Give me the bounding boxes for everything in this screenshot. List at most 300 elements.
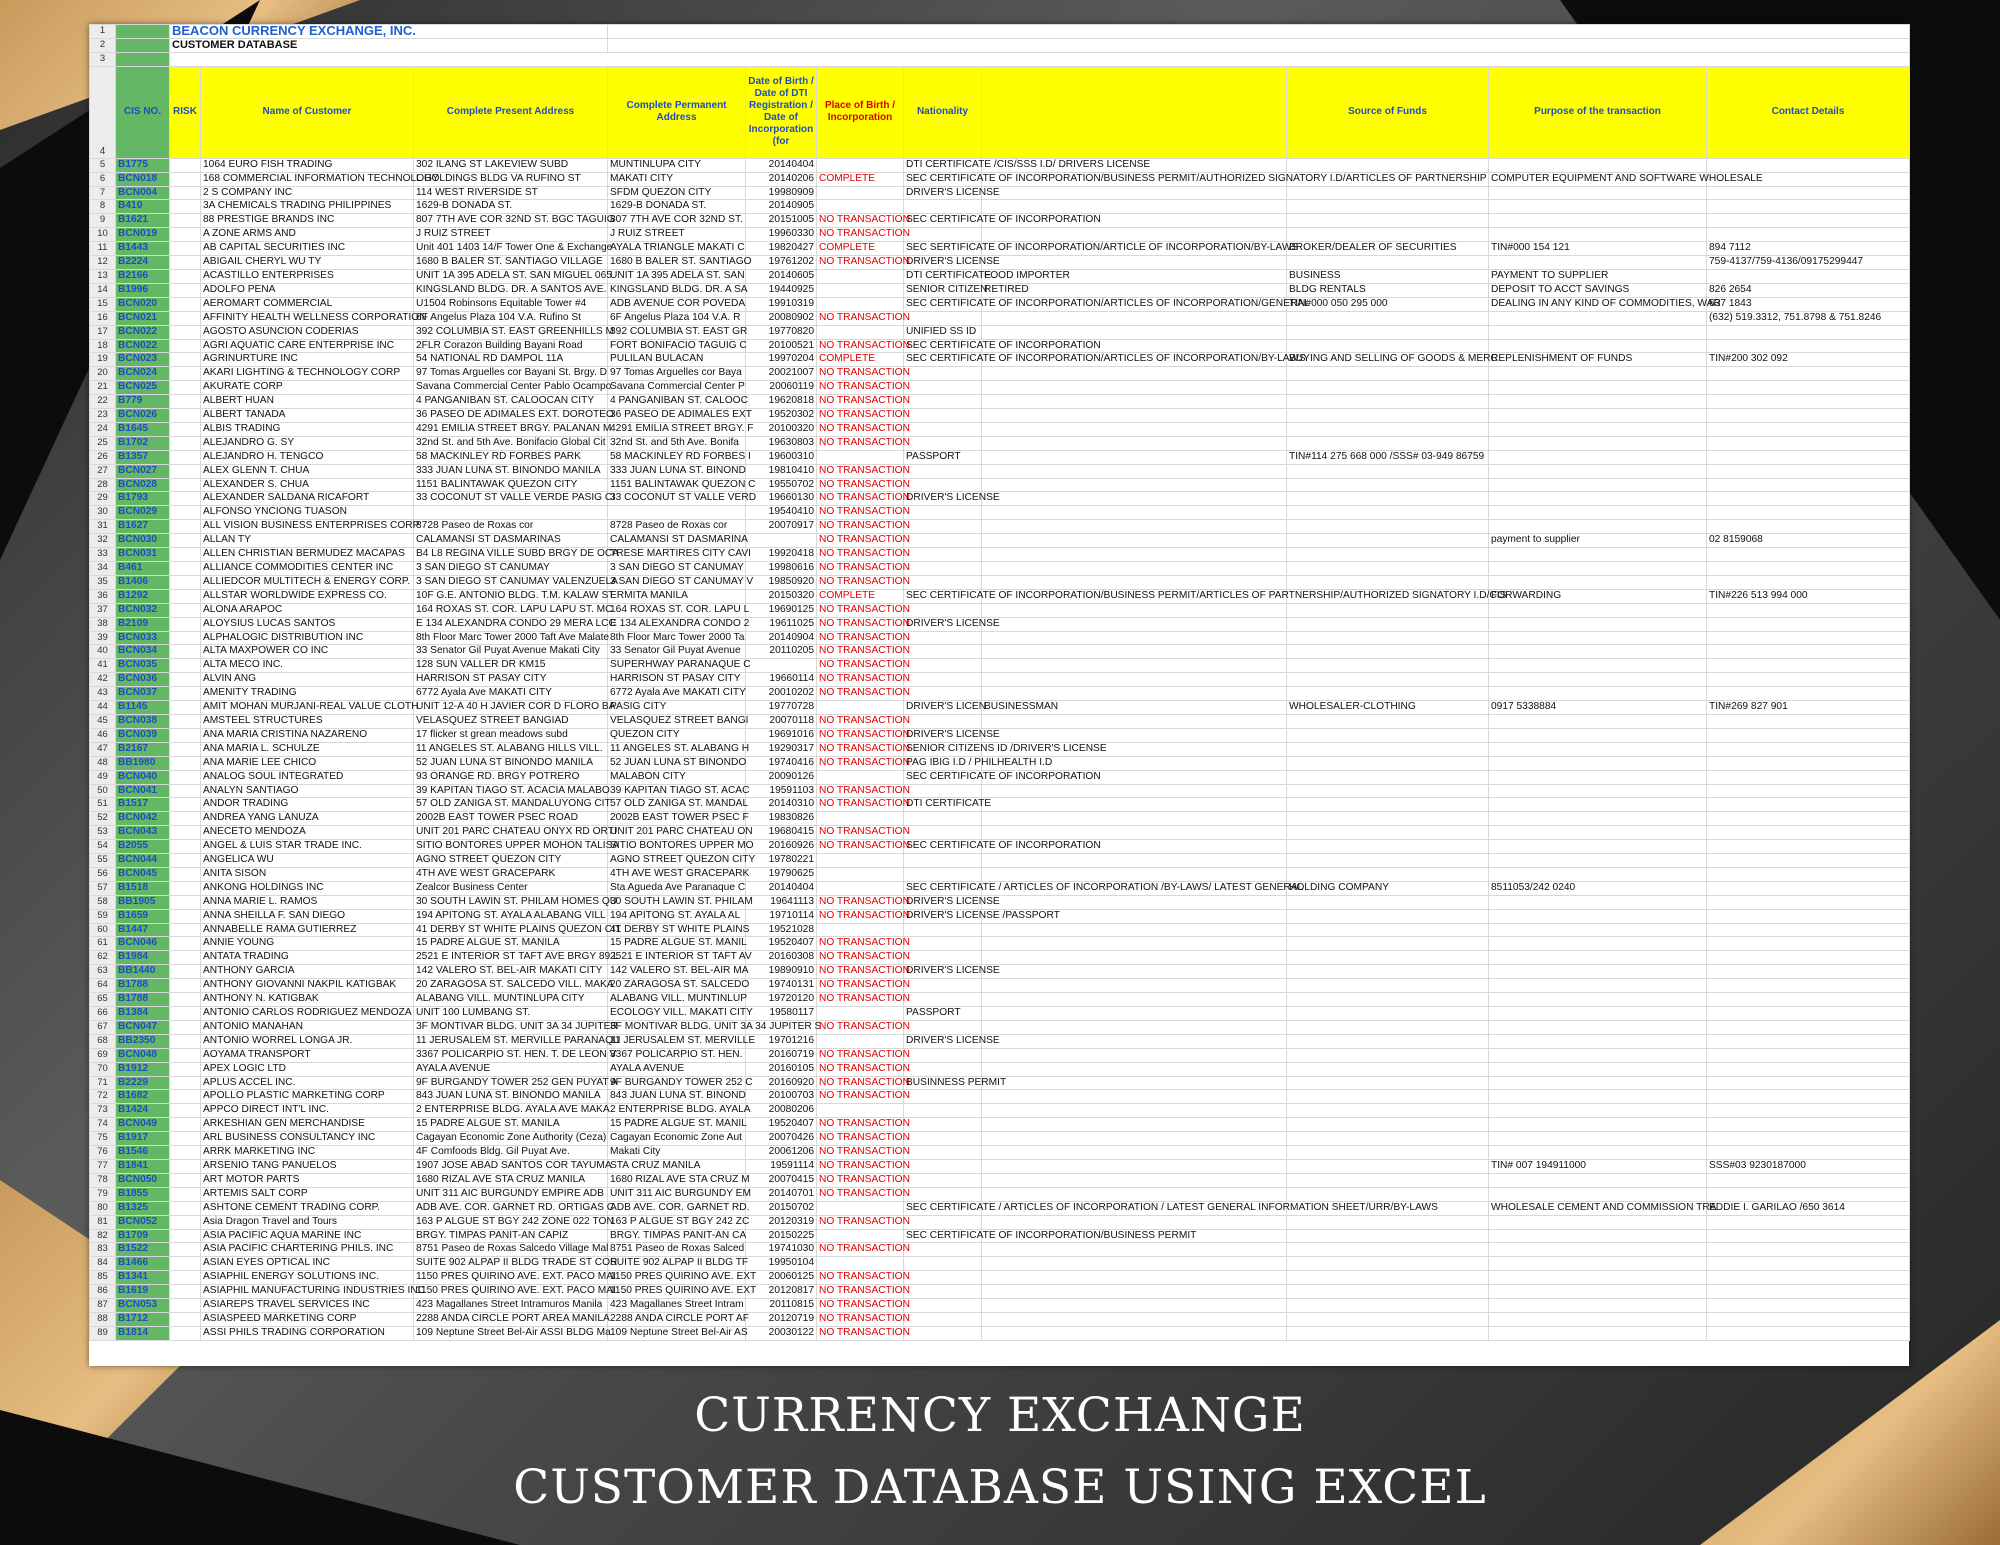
status-cell[interactable]: NO TRANSACTION — [817, 1146, 904, 1160]
customer-name[interactable]: ANALOG SOUL INTEGRATED — [201, 770, 414, 784]
risk-cell[interactable] — [170, 1326, 201, 1340]
contact-cell[interactable]: TIN#269 827 901 — [1707, 701, 1910, 715]
present-address[interactable]: 4F Comfoods Bldg. Gil Puyat Ave. — [414, 1146, 608, 1160]
risk-cell[interactable] — [170, 214, 201, 228]
purpose-cell[interactable] — [1489, 714, 1707, 728]
date-cell[interactable]: 19890910 — [746, 965, 817, 979]
present-address[interactable]: 1680 B BALER ST. SANTIAGO VILLAGE — [414, 256, 608, 270]
source-of-funds[interactable]: WHOLESALER-CLOTHING — [1287, 701, 1489, 715]
date-cell[interactable]: 19591114 — [746, 1159, 817, 1173]
present-address[interactable]: 8728 Paseo de Roxas cor — [414, 520, 608, 534]
permanent-address[interactable]: 36 PASEO DE ADIMALES EXT — [608, 409, 746, 423]
id-document[interactable]: SEC CERTIFICATE / ARTICLES OF INCORPORATION / LATEST GENERAL INFORMATION SHEET/URR/BY-LAWS — [904, 1201, 982, 1215]
permanent-address[interactable]: 15 PADRE ALGUE ST. MANIL — [608, 937, 746, 951]
occupation-cell[interactable]: BUSINESSMAN — [982, 701, 1287, 715]
customer-name[interactable]: ASIAN EYES OPTICAL INC — [201, 1257, 414, 1271]
contact-cell[interactable] — [1707, 673, 1910, 687]
permanent-address[interactable]: 8751 Paseo de Roxas Salced — [608, 1243, 746, 1257]
id-document[interactable]: SEC CERTIFICATE OF INCORPORATION/ARTICLES OF INCORPORATION/BY-LAWS — [904, 353, 982, 367]
cis-number[interactable]: B1709 — [116, 1229, 170, 1243]
id-document[interactable] — [904, 687, 982, 701]
occupation-cell[interactable] — [982, 409, 1287, 423]
date-cell[interactable]: 20160719 — [746, 1048, 817, 1062]
permanent-address[interactable]: Cagayan Economic Zone Aut — [608, 1132, 746, 1146]
cis-number[interactable]: B1621 — [116, 214, 170, 228]
permanent-address[interactable]: 194 APITONG ST. AYALA AL — [608, 909, 746, 923]
id-document[interactable] — [904, 422, 982, 436]
status-cell[interactable]: NO TRANSACTION — [817, 603, 904, 617]
purpose-cell[interactable] — [1489, 867, 1707, 881]
customer-name[interactable]: ALVIN ANG — [201, 673, 414, 687]
occupation-cell[interactable] — [982, 548, 1287, 562]
date-cell[interactable]: 20080902 — [746, 311, 817, 325]
source-of-funds[interactable] — [1287, 492, 1489, 506]
risk-cell[interactable] — [170, 575, 201, 589]
customer-name[interactable]: ANECETO MENDOZA — [201, 826, 414, 840]
source-of-funds[interactable] — [1287, 228, 1489, 242]
permanent-address[interactable]: 11 JERUSALEM ST. MERVILLE — [608, 1034, 746, 1048]
cis-number[interactable]: B1917 — [116, 1132, 170, 1146]
contact-cell[interactable] — [1707, 214, 1910, 228]
present-address[interactable]: ADB AVE. COR. GARNET RD. ORTIGAS C — [414, 1201, 608, 1215]
source-of-funds[interactable] — [1287, 840, 1489, 854]
risk-cell[interactable] — [170, 867, 201, 881]
present-address[interactable]: 39 KAPITAN TIAGO ST. ACACIA MALABO — [414, 784, 608, 798]
status-cell[interactable]: NO TRANSACTION — [817, 381, 904, 395]
id-document[interactable]: SEC CERTIFICATE OF INCORPORATION/BUSINESS PERMIT/ARTICLES OF PARTNERSHIP/AUTHORIZED SIGNATORY I.D/CIS — [904, 589, 982, 603]
date-cell[interactable]: 20080206 — [746, 1104, 817, 1118]
risk-cell[interactable] — [170, 589, 201, 603]
risk-cell[interactable] — [170, 1187, 201, 1201]
contact-cell[interactable] — [1707, 1034, 1910, 1048]
id-document[interactable]: PAG IBIG I.D / PHILHEALTH I.D — [904, 756, 982, 770]
purpose-cell[interactable]: TIN#000 154 121 — [1489, 242, 1707, 256]
permanent-address[interactable]: Savana Commercial Center P — [608, 381, 746, 395]
source-of-funds[interactable] — [1287, 214, 1489, 228]
contact-cell[interactable]: (632) 519.3312, 751.8798 & 751.8246 — [1707, 311, 1910, 325]
risk-cell[interactable] — [170, 1034, 201, 1048]
status-cell[interactable]: NO TRANSACTION — [817, 1132, 904, 1146]
purpose-cell[interactable]: 0917 5338884 — [1489, 701, 1707, 715]
occupation-cell[interactable] — [982, 1326, 1287, 1340]
risk-cell[interactable] — [170, 1229, 201, 1243]
present-address[interactable]: 54 NATIONAL RD DAMPOL 11A — [414, 353, 608, 367]
contact-cell[interactable]: 826 2654 — [1707, 283, 1910, 297]
status-cell[interactable] — [817, 269, 904, 283]
id-document[interactable] — [904, 1062, 982, 1076]
customer-name[interactable]: ALFONSO YNCIONG TUASON — [201, 506, 414, 520]
header-blank[interactable] — [982, 66, 1287, 158]
cis-number[interactable]: BB1905 — [116, 895, 170, 909]
status-cell[interactable]: NO TRANSACTION — [817, 409, 904, 423]
occupation-cell[interactable] — [982, 728, 1287, 742]
cis-number[interactable]: BCN021 — [116, 311, 170, 325]
permanent-address[interactable]: AYALA AVENUE — [608, 1062, 746, 1076]
contact-cell[interactable] — [1707, 937, 1910, 951]
id-document[interactable] — [904, 1090, 982, 1104]
customer-name[interactable]: ALONA ARAPOC — [201, 603, 414, 617]
cis-number[interactable]: B1788 — [116, 993, 170, 1007]
purpose-cell[interactable] — [1489, 617, 1707, 631]
status-cell[interactable] — [817, 450, 904, 464]
risk-cell[interactable] — [170, 158, 201, 172]
permanent-address[interactable]: TRESE MARTIRES CITY CAVI — [608, 548, 746, 562]
contact-cell[interactable] — [1707, 881, 1910, 895]
contact-cell[interactable] — [1707, 228, 1910, 242]
date-cell[interactable]: 19850920 — [746, 575, 817, 589]
contact-cell[interactable] — [1707, 1229, 1910, 1243]
source-of-funds[interactable] — [1287, 520, 1489, 534]
date-cell[interactable]: 20100521 — [746, 339, 817, 353]
id-document[interactable] — [904, 631, 982, 645]
permanent-address[interactable]: 1629-B DONADA ST. — [608, 200, 746, 214]
id-document[interactable]: BUSINNESS PERMIT — [904, 1076, 982, 1090]
risk-cell[interactable] — [170, 1132, 201, 1146]
contact-cell[interactable] — [1707, 1007, 1910, 1021]
purpose-cell[interactable] — [1489, 937, 1707, 951]
id-document[interactable] — [904, 311, 982, 325]
present-address[interactable]: UNIT 100 LUMBANG ST. — [414, 1007, 608, 1021]
customer-name[interactable]: ALBERT HUAN — [201, 395, 414, 409]
risk-cell[interactable] — [170, 367, 201, 381]
id-document[interactable] — [904, 1243, 982, 1257]
cis-number[interactable]: BCN031 — [116, 548, 170, 562]
customer-name[interactable]: ASIAREPS TRAVEL SERVICES INC — [201, 1299, 414, 1313]
risk-cell[interactable] — [170, 742, 201, 756]
permanent-address[interactable]: 3367 POLICARPIO ST. HEN. — [608, 1048, 746, 1062]
purpose-cell[interactable] — [1489, 214, 1707, 228]
occupation-cell[interactable] — [982, 520, 1287, 534]
risk-cell[interactable] — [170, 395, 201, 409]
source-of-funds[interactable] — [1287, 1076, 1489, 1090]
purpose-cell[interactable] — [1489, 478, 1707, 492]
permanent-address[interactable]: 41 DERBY ST WHITE PLAINS — [608, 923, 746, 937]
date-cell[interactable]: 19920418 — [746, 548, 817, 562]
contact-cell[interactable] — [1707, 1243, 1910, 1257]
present-address[interactable]: 163 P ALGUE ST BGY 242 ZONE 022 TON — [414, 1215, 608, 1229]
id-document[interactable]: SEC CERTIFICATE / ARTICLES OF INCORPORATION /BY-LAWS/ LATEST GENERAL — [904, 881, 982, 895]
present-address[interactable]: 3367 POLICARPIO ST. HEN. T. DE LEON V — [414, 1048, 608, 1062]
contact-cell[interactable] — [1707, 1076, 1910, 1090]
status-cell[interactable]: NO TRANSACTION — [817, 687, 904, 701]
permanent-address[interactable]: 164 ROXAS ST. COR. LAPU L — [608, 603, 746, 617]
cis-number[interactable]: B1788 — [116, 979, 170, 993]
status-cell[interactable]: NO TRANSACTION — [817, 1285, 904, 1299]
purpose-cell[interactable]: DEPOSIT TO ACCT SAVINGS — [1489, 283, 1707, 297]
id-document[interactable]: SEC CERTIFICATE OF INCORPORATION/BUSINESS PERMIT/AUTHORIZED SIGNATORY I.D/ARTICLES OF PARTNERSHIP — [904, 172, 982, 186]
cis-number[interactable]: BCN043 — [116, 826, 170, 840]
date-cell[interactable]: 19591103 — [746, 784, 817, 798]
risk-cell[interactable] — [170, 951, 201, 965]
permanent-address[interactable]: VELASQUEZ STREET BANGI — [608, 714, 746, 728]
customer-name[interactable]: ALEJANDRO G. SY — [201, 436, 414, 450]
status-cell[interactable]: NO TRANSACTION — [817, 673, 904, 687]
source-of-funds[interactable] — [1287, 631, 1489, 645]
id-document[interactable]: DTI CERTIFICATE — [904, 269, 982, 283]
present-address[interactable]: 32nd St. and 5th Ave. Bonifacio Global Cit — [414, 436, 608, 450]
occupation-cell[interactable] — [982, 464, 1287, 478]
permanent-address[interactable]: UNIT 201 PARC CHATEAU ON — [608, 826, 746, 840]
status-cell[interactable]: NO TRANSACTION — [817, 339, 904, 353]
id-document[interactable]: SEC SERTIFICATE OF INCORPORATION/ARTICLE OF INCORPORATION/BY-LAWS — [904, 242, 982, 256]
cis-number[interactable]: B1659 — [116, 909, 170, 923]
contact-cell[interactable] — [1707, 659, 1910, 673]
purpose-cell[interactable] — [1489, 548, 1707, 562]
date-cell[interactable]: 19660130 — [746, 492, 817, 506]
cis-number[interactable]: B1775 — [116, 158, 170, 172]
cis-number[interactable]: B461 — [116, 562, 170, 576]
occupation-cell[interactable] — [982, 965, 1287, 979]
risk-cell[interactable] — [170, 1076, 201, 1090]
cis-number[interactable]: B1292 — [116, 589, 170, 603]
contact-cell[interactable] — [1707, 506, 1910, 520]
id-document[interactable] — [904, 228, 982, 242]
status-cell[interactable]: NO TRANSACTION — [817, 1326, 904, 1340]
status-cell[interactable]: NO TRANSACTION — [817, 937, 904, 951]
status-cell[interactable] — [817, 297, 904, 311]
date-cell[interactable]: 19770728 — [746, 701, 817, 715]
permanent-address[interactable]: SUPERHWAY PARANAQUE C — [608, 659, 746, 673]
cis-number[interactable]: B779 — [116, 395, 170, 409]
id-document[interactable] — [904, 714, 982, 728]
contact-cell[interactable] — [1707, 993, 1910, 1007]
customer-name[interactable]: ALEX GLENN T. CHUA — [201, 464, 414, 478]
present-address[interactable]: Zealcor Business Center — [414, 881, 608, 895]
status-cell[interactable]: NO TRANSACTION — [817, 1312, 904, 1326]
source-of-funds[interactable]: TIN#000 050 295 000 — [1287, 297, 1489, 311]
occupation-cell[interactable] — [982, 1173, 1287, 1187]
id-document[interactable]: DRIVER'S LICENSE — [904, 492, 982, 506]
cis-number[interactable]: B1518 — [116, 881, 170, 895]
risk-cell[interactable] — [170, 1062, 201, 1076]
source-of-funds[interactable] — [1287, 478, 1489, 492]
date-cell[interactable]: 20070118 — [746, 714, 817, 728]
purpose-cell[interactable] — [1489, 1215, 1707, 1229]
permanent-address[interactable]: Makati City — [608, 1146, 746, 1160]
occupation-cell[interactable] — [982, 436, 1287, 450]
id-document[interactable] — [904, 1132, 982, 1146]
date-cell[interactable]: 19680415 — [746, 826, 817, 840]
customer-name[interactable]: ANKONG HOLDINGS INC — [201, 881, 414, 895]
contact-cell[interactable]: 637 1843 — [1707, 297, 1910, 311]
risk-cell[interactable] — [170, 979, 201, 993]
risk-cell[interactable] — [170, 381, 201, 395]
occupation-cell[interactable] — [982, 1034, 1287, 1048]
source-of-funds[interactable] — [1287, 381, 1489, 395]
purpose-cell[interactable] — [1489, 1257, 1707, 1271]
date-cell[interactable]: 19660114 — [746, 673, 817, 687]
risk-cell[interactable] — [170, 311, 201, 325]
customer-name[interactable]: 1064 EURO FISH TRADING — [201, 158, 414, 172]
cis-number[interactable]: BCN024 — [116, 367, 170, 381]
cis-number[interactable]: BCN049 — [116, 1118, 170, 1132]
contact-cell[interactable] — [1707, 1090, 1910, 1104]
permanent-address[interactable]: 333 JUAN LUNA ST. BINOND — [608, 464, 746, 478]
customer-name[interactable]: ALLSTAR WORLDWIDE EXPRESS CO. — [201, 589, 414, 603]
permanent-address[interactable]: 8th Floor Marc Tower 2000 Ta — [608, 631, 746, 645]
permanent-address[interactable]: 8728 Paseo de Roxas cor — [608, 520, 746, 534]
date-cell[interactable]: 20100320 — [746, 422, 817, 436]
occupation-cell[interactable] — [982, 1187, 1287, 1201]
purpose-cell[interactable]: FORWARDING — [1489, 589, 1707, 603]
header-risk[interactable]: RISK — [170, 66, 201, 158]
risk-cell[interactable] — [170, 993, 201, 1007]
customer-name[interactable]: ALEXANDER SALDANA RICAFORT — [201, 492, 414, 506]
customer-name[interactable]: ALLEN CHRISTIAN BERMUDEZ MACAPAS — [201, 548, 414, 562]
present-address[interactable]: AGNO STREET QUEZON CITY — [414, 854, 608, 868]
risk-cell[interactable] — [170, 1257, 201, 1271]
occupation-cell[interactable] — [982, 256, 1287, 270]
cis-number[interactable]: BCN032 — [116, 603, 170, 617]
status-cell[interactable]: NO TRANSACTION — [817, 534, 904, 548]
source-of-funds[interactable] — [1287, 1257, 1489, 1271]
permanent-address[interactable]: UNIT 311 AIC BURGUNDY EM — [608, 1187, 746, 1201]
permanent-address[interactable]: E 134 ALEXANDRA CONDO 2 — [608, 617, 746, 631]
purpose-cell[interactable] — [1489, 854, 1707, 868]
occupation-cell[interactable] — [982, 478, 1287, 492]
occupation-cell[interactable] — [982, 575, 1287, 589]
present-address[interactable]: 15 PADRE ALGUE ST. MANILA — [414, 1118, 608, 1132]
occupation-cell[interactable] — [982, 1132, 1287, 1146]
status-cell[interactable] — [817, 1104, 904, 1118]
purpose-cell[interactable] — [1489, 520, 1707, 534]
present-address[interactable]: 6772 Ayala Ave MAKATI CITY — [414, 687, 608, 701]
risk-cell[interactable] — [170, 673, 201, 687]
risk-cell[interactable] — [170, 965, 201, 979]
risk-cell[interactable] — [170, 283, 201, 297]
date-cell[interactable]: 19550702 — [746, 478, 817, 492]
risk-cell[interactable] — [170, 353, 201, 367]
permanent-address[interactable]: 423 Magallanes Street Intram — [608, 1299, 746, 1313]
risk-cell[interactable] — [170, 784, 201, 798]
risk-cell[interactable] — [170, 617, 201, 631]
contact-cell[interactable] — [1707, 1271, 1910, 1285]
contact-cell[interactable] — [1707, 1146, 1910, 1160]
risk-cell[interactable] — [170, 701, 201, 715]
purpose-cell[interactable] — [1489, 1048, 1707, 1062]
id-document[interactable] — [904, 1104, 982, 1118]
header-place-of-birth[interactable]: Place of Birth / Incorporation — [817, 66, 904, 158]
customer-name[interactable]: AMSTEEL STRUCTURES — [201, 714, 414, 728]
permanent-address[interactable]: 3F MONTIVAR BLDG. UNIT 3A 34 JUPITER S — [608, 1020, 746, 1034]
cis-number[interactable]: BCN030 — [116, 534, 170, 548]
status-cell[interactable] — [817, 701, 904, 715]
customer-name[interactable]: ASSI PHILS TRADING CORPORATION — [201, 1326, 414, 1340]
source-of-funds[interactable] — [1287, 937, 1489, 951]
permanent-address[interactable]: 1680 B BALER ST. SANTIAGO — [608, 256, 746, 270]
id-document[interactable] — [904, 951, 982, 965]
customer-name[interactable]: AMENITY TRADING — [201, 687, 414, 701]
id-document[interactable]: UNIFIED SS ID — [904, 325, 982, 339]
status-cell[interactable]: NO TRANSACTION — [817, 436, 904, 450]
customer-name[interactable]: ARTEMIS SALT CORP — [201, 1187, 414, 1201]
cis-number[interactable]: B2229 — [116, 1076, 170, 1090]
customer-name[interactable]: ARSENIO TANG PANUELOS — [201, 1159, 414, 1173]
occupation-cell[interactable] — [982, 979, 1287, 993]
status-cell[interactable]: NO TRANSACTION — [817, 1159, 904, 1173]
purpose-cell[interactable] — [1489, 256, 1707, 270]
purpose-cell[interactable] — [1489, 1312, 1707, 1326]
risk-cell[interactable] — [170, 436, 201, 450]
purpose-cell[interactable] — [1489, 339, 1707, 353]
contact-cell[interactable] — [1707, 1257, 1910, 1271]
permanent-address[interactable] — [608, 506, 746, 520]
contact-cell[interactable] — [1707, 895, 1910, 909]
id-document[interactable] — [904, 520, 982, 534]
customer-name[interactable]: ANDOR TRADING — [201, 798, 414, 812]
id-document[interactable]: PASSPORT — [904, 1007, 982, 1021]
date-cell[interactable]: 20160308 — [746, 951, 817, 965]
occupation-cell[interactable] — [982, 450, 1287, 464]
customer-name[interactable]: ASIAPHIL MANUFACTURING INDUSTRIES INC — [201, 1285, 414, 1299]
date-cell[interactable]: 20060119 — [746, 381, 817, 395]
customer-name[interactable]: ANTONIO WORREL LONGA JR. — [201, 1034, 414, 1048]
date-cell[interactable]: 19701216 — [746, 1034, 817, 1048]
risk-cell[interactable] — [170, 450, 201, 464]
date-cell[interactable]: 19761202 — [746, 256, 817, 270]
present-address[interactable]: AYALA AVENUE — [414, 1062, 608, 1076]
cis-number[interactable]: B1443 — [116, 242, 170, 256]
status-cell[interactable]: NO TRANSACTION — [817, 1062, 904, 1076]
date-cell[interactable]: 20150702 — [746, 1201, 817, 1215]
status-cell[interactable]: NO TRANSACTION — [817, 1173, 904, 1187]
present-address[interactable]: 333 JUAN LUNA ST. BINONDO MANILA — [414, 464, 608, 478]
source-of-funds[interactable] — [1287, 1104, 1489, 1118]
date-cell[interactable]: 19600310 — [746, 450, 817, 464]
id-document[interactable] — [904, 395, 982, 409]
permanent-address[interactable]: ALABANG VILL. MUNTINLUP — [608, 993, 746, 1007]
status-cell[interactable]: NO TRANSACTION — [817, 993, 904, 1007]
cis-number[interactable]: B1145 — [116, 701, 170, 715]
source-of-funds[interactable] — [1287, 158, 1489, 172]
cis-number[interactable]: BCN026 — [116, 409, 170, 423]
contact-cell[interactable] — [1707, 450, 1910, 464]
header-date-of-birth[interactable]: Date of Birth / Date of DTI Registration / Date of Incorporation (for — [746, 66, 817, 158]
cis-number[interactable]: BCN034 — [116, 645, 170, 659]
source-of-funds[interactable] — [1287, 756, 1489, 770]
id-document[interactable] — [904, 1271, 982, 1285]
purpose-cell[interactable] — [1489, 951, 1707, 965]
contact-cell[interactable] — [1707, 854, 1910, 868]
customer-name[interactable]: ALL VISION BUSINESS ENTERPRISES CORP — [201, 520, 414, 534]
id-document[interactable] — [904, 603, 982, 617]
permanent-address[interactable]: 33 COCONUT ST VALLE VERD — [608, 492, 746, 506]
date-cell[interactable]: 19980909 — [746, 186, 817, 200]
contact-cell[interactable] — [1707, 784, 1910, 798]
date-cell[interactable]: 20140905 — [746, 200, 817, 214]
present-address[interactable]: 93 ORANGE RD. BRGY POTRERO — [414, 770, 608, 784]
source-of-funds[interactable] — [1287, 742, 1489, 756]
status-cell[interactable] — [817, 200, 904, 214]
date-cell[interactable]: 20140605 — [746, 269, 817, 283]
contact-cell[interactable] — [1707, 339, 1910, 353]
contact-cell[interactable] — [1707, 979, 1910, 993]
present-address[interactable]: 109 Neptune Street Bel-Air ASSI BLDG Ma — [414, 1326, 608, 1340]
permanent-address[interactable]: 807 7TH AVE COR 32ND ST. — [608, 214, 746, 228]
occupation-cell[interactable] — [982, 325, 1287, 339]
status-cell[interactable] — [817, 867, 904, 881]
present-address[interactable]: VELASQUEZ STREET BANGIAD — [414, 714, 608, 728]
cis-number[interactable]: BCN028 — [116, 478, 170, 492]
purpose-cell[interactable] — [1489, 562, 1707, 576]
purpose-cell[interactable] — [1489, 687, 1707, 701]
occupation-cell[interactable] — [982, 395, 1287, 409]
cis-number[interactable]: BCN042 — [116, 812, 170, 826]
permanent-address[interactable]: BRGY. TIMPAS PANIT-AN CA — [608, 1229, 746, 1243]
customer-name[interactable]: ANTONIO CARLOS RODRIGUEZ MENDOZA — [201, 1007, 414, 1021]
customer-name[interactable]: AEROMART COMMERCIAL — [201, 297, 414, 311]
status-cell[interactable]: NO TRANSACTION — [817, 422, 904, 436]
